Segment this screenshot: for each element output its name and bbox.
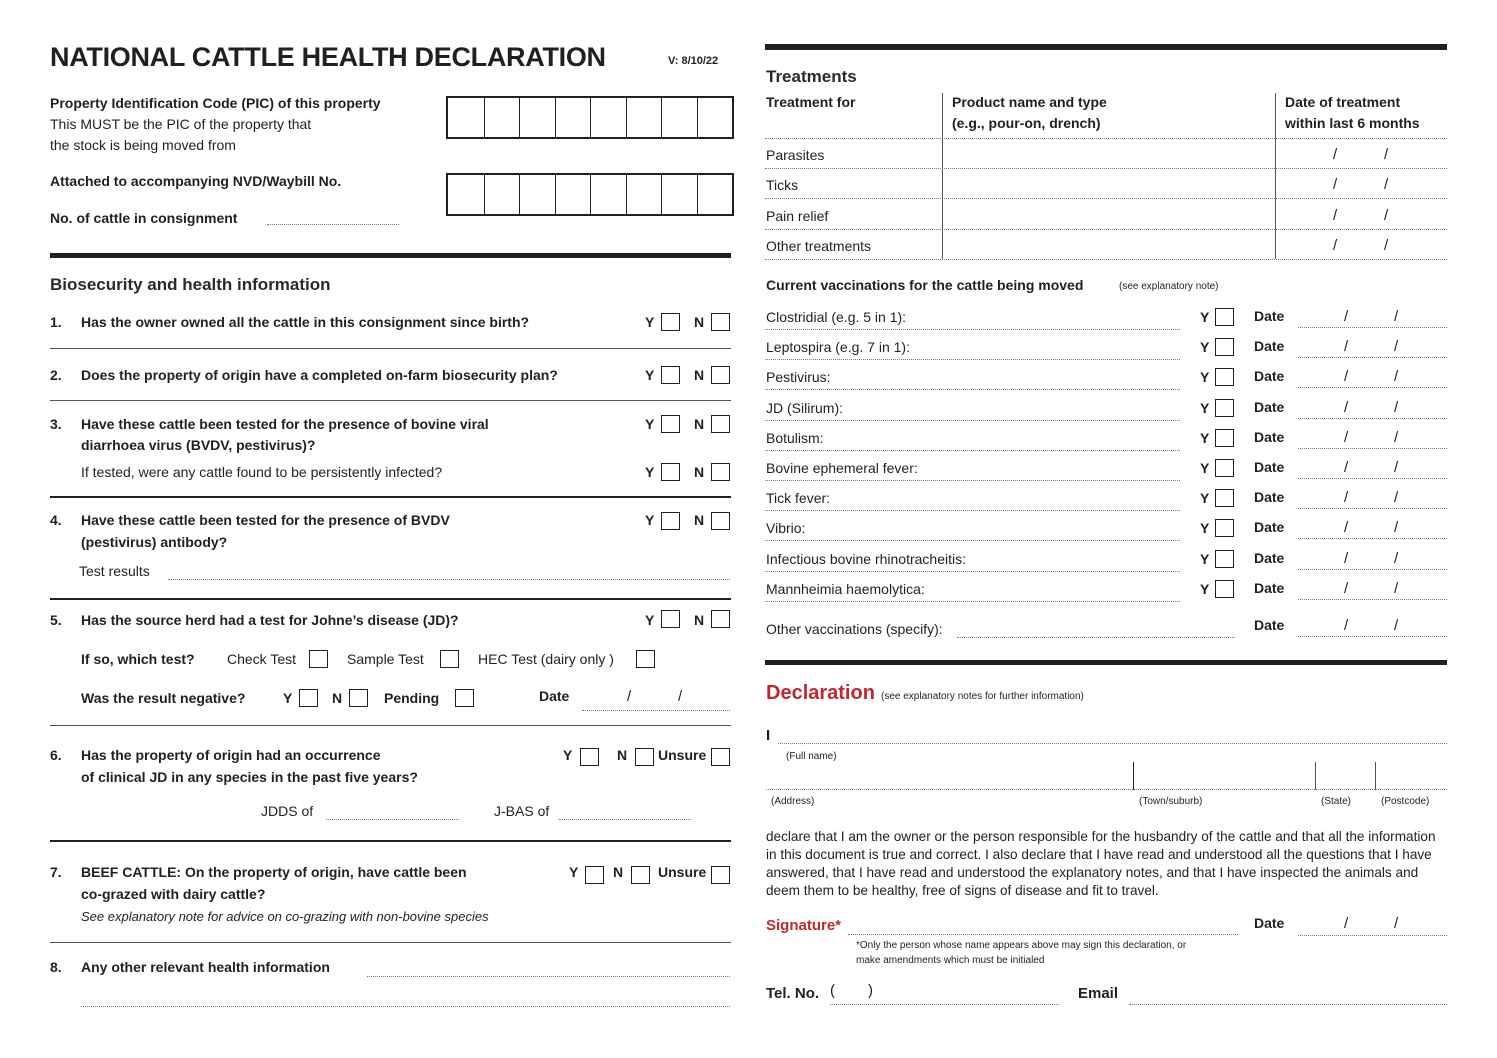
date-separator: / xyxy=(1384,176,1389,193)
treatments-col-product-line1: Product name and type xyxy=(952,94,1107,110)
date-separator: / xyxy=(1394,580,1399,597)
divider xyxy=(50,942,731,943)
vaccination-yes-checkbox[interactable] xyxy=(1215,489,1234,507)
q6-no-label: N xyxy=(617,747,628,763)
q5-hec-test-label: HEC Test (dairy only ) xyxy=(478,651,614,667)
full-name-field[interactable] xyxy=(778,743,1447,744)
date-separator: / xyxy=(1384,146,1389,163)
q2-number: 2. xyxy=(50,367,62,383)
date-separator: / xyxy=(1344,915,1349,932)
q2-no-checkbox[interactable] xyxy=(711,366,730,384)
q5-yes-label: Y xyxy=(645,612,655,628)
q7-unsure-checkbox[interactable] xyxy=(711,866,730,884)
date-separator: / xyxy=(1394,519,1399,536)
date-separator: / xyxy=(1394,459,1399,476)
vaccination-yes-label: Y xyxy=(1200,369,1210,385)
date-separator: / xyxy=(627,688,632,705)
date-separator: / xyxy=(1384,207,1389,224)
q1-yes-checkbox[interactable] xyxy=(661,313,680,331)
vaccination-field[interactable] xyxy=(765,389,1180,390)
date-separator: / xyxy=(1333,237,1338,254)
table-column-divider xyxy=(942,93,943,259)
section-divider xyxy=(765,660,1447,665)
treatment-row-label: Ticks xyxy=(766,177,799,193)
signature-date-field[interactable] xyxy=(1298,935,1447,936)
date-separator: / xyxy=(1333,176,1338,193)
q6-jbas-field[interactable] xyxy=(559,819,691,820)
field-divider xyxy=(1315,762,1316,790)
q6-unsure-checkbox[interactable] xyxy=(711,748,730,766)
q5-date-field[interactable] xyxy=(582,710,730,711)
cattle-count-label: No. of cattle in consignment xyxy=(50,210,238,226)
treatments-col-date-line1: Date of treatment xyxy=(1285,94,1401,110)
other-vaccinations-date-field[interactable] xyxy=(1298,636,1447,637)
cattle-count-field[interactable] xyxy=(267,224,399,225)
declaration-heading-note: (see explanatory notes for further information) xyxy=(881,691,1084,702)
date-separator: / xyxy=(1344,617,1349,634)
treatment-row-label: Parasites xyxy=(766,147,825,163)
date-separator: / xyxy=(1344,399,1349,416)
q5-text: Has the source herd had a test for Johne’s disease (JD)? xyxy=(81,612,459,628)
declaration-i: I xyxy=(766,727,771,744)
q7-unsure-label: Unsure xyxy=(658,864,707,880)
signature-label: Signature* xyxy=(766,917,842,934)
vaccination-yes-checkbox[interactable] xyxy=(1215,338,1234,356)
date-separator: / xyxy=(1394,338,1399,355)
q6-number: 6. xyxy=(50,747,62,763)
vaccination-field[interactable] xyxy=(765,601,1180,602)
treatments-col-date-line2: within last 6 months xyxy=(1285,115,1420,131)
vaccination-field[interactable] xyxy=(765,510,1180,511)
vaccination-date-field[interactable] xyxy=(1298,448,1447,449)
q3-number: 3. xyxy=(50,416,62,432)
treatments-col-treatment-for: Treatment for xyxy=(766,94,856,110)
q6-yes-checkbox[interactable] xyxy=(580,748,599,766)
version-label: V: 8/10/22 xyxy=(668,55,719,67)
q3-no-checkbox[interactable] xyxy=(711,415,730,433)
tel-field[interactable] xyxy=(830,1004,1059,1005)
q7-number: 7. xyxy=(50,864,62,880)
q4-text-line2: (pestivirus) antibody? xyxy=(81,534,228,550)
declaration-text: declare that I am the owner or the person responsible for the husbandry of the cattle and that all the information in this document is true and correct. I also declare that I have read and understood all the questions that I have answered, that I have read and understood the explanatory notes, and that I have inspected the animals and deem them to be healthy, free of signs of disease and fit to travel. xyxy=(766,829,1436,898)
q6-jbas-label: J-BAS of xyxy=(494,803,550,819)
vaccination-yes-label: Y xyxy=(1200,339,1210,355)
q6-jdds-label: JDDS of xyxy=(261,803,314,819)
pic-input-boxes[interactable] xyxy=(446,96,734,139)
divider xyxy=(50,348,731,349)
vaccination-label: Mannheimia haemolytica: xyxy=(766,581,925,597)
declaration-heading: Declaration xyxy=(766,682,875,704)
q7-text-line1: BEEF CATTLE: On the property of origin, have cattle been xyxy=(81,864,467,880)
section-divider xyxy=(50,253,731,258)
q4-results-label: Test results xyxy=(79,563,150,579)
vaccination-label: Tick fever: xyxy=(766,490,831,506)
q5-sample-test-label: Sample Test xyxy=(347,651,424,667)
q5-no-checkbox[interactable] xyxy=(711,610,730,628)
other-vaccinations-date-label: Date xyxy=(1254,617,1285,633)
state-label: (State) xyxy=(1321,796,1352,807)
q7-no-label: N xyxy=(613,864,624,880)
vaccination-field[interactable] xyxy=(765,480,1180,481)
divider xyxy=(50,496,731,498)
q5-neg-no-checkbox[interactable] xyxy=(349,689,368,707)
q3-sub-no-checkbox[interactable] xyxy=(711,463,730,481)
q2-yes-label: Y xyxy=(645,367,655,383)
date-separator: / xyxy=(1344,429,1349,446)
vaccination-date-label: Date xyxy=(1254,519,1285,535)
signature-field[interactable] xyxy=(848,934,1238,935)
treatment-row-label: Other treatments xyxy=(766,238,872,254)
vaccinations-heading-note: (see explanatory note) xyxy=(1119,281,1219,292)
q3-yes-checkbox[interactable] xyxy=(661,415,680,433)
q5-neg-yes-checkbox[interactable] xyxy=(299,689,318,707)
vaccination-date-field[interactable] xyxy=(1298,478,1447,479)
table-column-divider xyxy=(1275,93,1276,259)
postcode-label: (Postcode) xyxy=(1381,796,1430,807)
date-separator: / xyxy=(1344,338,1349,355)
vaccination-yes-label: Y xyxy=(1200,430,1210,446)
date-separator: / xyxy=(1394,308,1399,325)
q7-note: See explanatory note for advice on co-grazing with non-bovine species xyxy=(81,909,489,924)
q5-pending-label: Pending xyxy=(384,690,440,706)
date-separator: / xyxy=(1394,429,1399,446)
vaccination-date-label: Date xyxy=(1254,399,1285,415)
q2-yes-checkbox[interactable] xyxy=(661,366,680,384)
q6-yes-label: Y xyxy=(563,747,573,763)
vaccination-field[interactable] xyxy=(765,571,1180,572)
treatment-row-label: Pain relief xyxy=(766,208,829,224)
vaccination-label: Leptospira (e.g. 7 in 1): xyxy=(766,339,910,355)
signature-note-line2: make amendments which must be initialed xyxy=(856,955,1045,966)
table-row-divider xyxy=(765,229,1447,230)
signature-note-line1: *Only the person whose name appears above may sign this declaration, or xyxy=(856,940,1187,951)
vaccination-date-field[interactable] xyxy=(1298,357,1447,358)
tel-paren-open: ( xyxy=(830,982,835,999)
q2-text: Does the property of origin have a completed on-farm biosecurity plan? xyxy=(81,367,558,383)
q6-no-checkbox[interactable] xyxy=(635,748,654,766)
address-field[interactable] xyxy=(766,789,1447,790)
table-row-divider xyxy=(765,168,1447,169)
q4-yes-label: Y xyxy=(645,512,655,528)
town-label: (Town/suburb) xyxy=(1139,796,1203,807)
pic-label-line2: This MUST be the PIC of the property that xyxy=(50,116,312,132)
divider xyxy=(50,400,731,401)
vaccination-date-field[interactable] xyxy=(1298,327,1447,328)
q7-yes-checkbox[interactable] xyxy=(585,866,604,884)
date-separator: / xyxy=(1394,489,1399,506)
q4-number: 4. xyxy=(50,512,62,528)
q1-yes-label: Y xyxy=(645,314,655,330)
vaccination-yes-checkbox[interactable] xyxy=(1215,519,1234,537)
vaccination-date-label: Date xyxy=(1254,550,1285,566)
q5-negative-label: Was the result negative? xyxy=(81,690,246,706)
q5-check-test-label: Check Test xyxy=(227,651,296,667)
vaccination-date-field[interactable] xyxy=(1298,418,1447,419)
other-vaccinations-label: Other vaccinations (specify): xyxy=(766,621,943,637)
vaccination-yes-checkbox[interactable] xyxy=(1215,429,1234,447)
vaccination-yes-label: Y xyxy=(1200,490,1210,506)
q4-results-field[interactable] xyxy=(168,579,730,580)
date-separator: / xyxy=(1344,580,1349,597)
q5-no-label: N xyxy=(694,612,705,628)
q3-text-line2: diarrhoea virus (BVDV, pestivirus)? xyxy=(81,437,316,453)
vaccination-date-field[interactable] xyxy=(1298,508,1447,509)
table-row-divider xyxy=(765,198,1447,199)
vaccination-date-label: Date xyxy=(1254,429,1285,445)
divider xyxy=(50,598,731,600)
q6-jdds-field[interactable] xyxy=(326,819,459,820)
other-vaccinations-field[interactable] xyxy=(957,637,1235,638)
vaccination-label: Clostridial (e.g. 5 in 1): xyxy=(766,309,907,325)
q5-neg-no-label: N xyxy=(332,690,343,706)
q5-date-label: Date xyxy=(539,688,570,704)
signature-date-label: Date xyxy=(1254,915,1285,931)
address-label: (Address) xyxy=(771,796,815,807)
vaccination-label: Vibrio: xyxy=(766,520,806,536)
vaccination-yes-label: Y xyxy=(1200,460,1210,476)
vaccination-yes-label: Y xyxy=(1200,520,1210,536)
vaccination-yes-checkbox[interactable] xyxy=(1215,308,1234,326)
q3-sub-no-label: N xyxy=(694,464,705,480)
date-separator: / xyxy=(1384,237,1389,254)
q7-yes-label: Y xyxy=(569,864,579,880)
date-separator: / xyxy=(1333,146,1338,163)
vaccination-date-label: Date xyxy=(1254,489,1285,505)
q3-sub-yes-checkbox[interactable] xyxy=(661,463,680,481)
vaccination-date-field[interactable] xyxy=(1298,599,1447,600)
vaccination-date-field[interactable] xyxy=(1298,387,1447,388)
treatments-col-product-line2: (e.g., pour-on, drench) xyxy=(952,115,1101,131)
vaccination-label: Pestivirus: xyxy=(766,369,831,385)
nvd-label: Attached to accompanying NVD/Waybill No. xyxy=(50,173,342,189)
date-separator: / xyxy=(678,688,683,705)
vaccination-date-label: Date xyxy=(1254,308,1285,324)
q5-check-test-checkbox[interactable] xyxy=(309,650,328,668)
date-separator: / xyxy=(1394,617,1399,634)
q7-text-line2: co-grazed with dairy cattle? xyxy=(81,886,266,902)
q1-number: 1. xyxy=(50,314,62,330)
vaccination-label: JD (Silirum): xyxy=(766,400,843,416)
date-separator: / xyxy=(1394,915,1399,932)
email-label: Email xyxy=(1078,985,1119,1002)
vaccination-yes-checkbox[interactable] xyxy=(1215,368,1234,386)
date-separator: / xyxy=(1344,550,1349,567)
date-separator: / xyxy=(1344,459,1349,476)
page-title: NATIONAL CATTLE HEALTH DECLARATION xyxy=(50,42,606,72)
q5-which-label: If so, which test? xyxy=(81,651,195,667)
q3-sub-yes-label: Y xyxy=(645,464,655,480)
vaccination-field[interactable] xyxy=(765,329,1180,330)
vaccination-date-label: Date xyxy=(1254,368,1285,384)
q8-number: 8. xyxy=(50,959,62,975)
q5-sample-test-checkbox[interactable] xyxy=(440,650,459,668)
q6-unsure-label: Unsure xyxy=(658,747,707,763)
vaccination-yes-checkbox[interactable] xyxy=(1215,459,1234,477)
q1-no-label: N xyxy=(694,314,705,330)
date-separator: / xyxy=(1333,207,1338,224)
field-divider xyxy=(1375,762,1376,790)
vaccination-yes-label: Y xyxy=(1200,551,1210,567)
q5-hec-test-checkbox[interactable] xyxy=(636,650,655,668)
vaccination-yes-label: Y xyxy=(1200,309,1210,325)
vaccination-yes-label: Y xyxy=(1200,581,1210,597)
q6-text-line1: Has the property of origin had an occurrence xyxy=(81,747,381,763)
biosecurity-heading: Biosecurity and health information xyxy=(50,275,331,294)
vaccination-date-label: Date xyxy=(1254,580,1285,596)
tel-label: Tel. No. xyxy=(766,985,820,1002)
email-field[interactable] xyxy=(1129,1004,1447,1005)
vaccination-yes-checkbox[interactable] xyxy=(1215,399,1234,417)
tel-paren-close: ) xyxy=(868,982,873,999)
section-divider xyxy=(765,44,1447,50)
pic-label: Property Identification Code (PIC) of this property xyxy=(50,95,381,111)
vaccination-field[interactable] xyxy=(765,420,1180,421)
table-row-divider xyxy=(765,259,1447,260)
q7-no-checkbox[interactable] xyxy=(631,866,650,884)
vaccinations-heading: Current vaccinations for the cattle being moved xyxy=(766,277,1084,293)
vaccination-date-field[interactable] xyxy=(1298,538,1447,539)
vaccination-label: Botulism: xyxy=(766,430,824,446)
divider xyxy=(50,725,731,726)
q5-neg-yes-label: Y xyxy=(283,690,293,706)
table-row-divider xyxy=(765,138,1447,139)
vaccination-label: Bovine ephemeral fever: xyxy=(766,460,918,476)
q4-no-label: N xyxy=(694,512,705,528)
q2-no-label: N xyxy=(694,367,705,383)
q3-sub-text: If tested, were any cattle found to be persistently infected? xyxy=(81,464,443,480)
date-separator: / xyxy=(1344,368,1349,385)
pic-label-line3: the stock is being moved from xyxy=(50,137,236,153)
q3-text-line1: Have these cattle been tested for the presence of bovine viral xyxy=(81,416,489,432)
vaccination-yes-label: Y xyxy=(1200,400,1210,416)
date-separator: / xyxy=(1394,399,1399,416)
q4-text-line1: Have these cattle been tested for the presence of BVDV xyxy=(81,512,450,528)
vaccination-field[interactable] xyxy=(765,359,1180,360)
q6-text-line2: of clinical JD in any species in the past five years? xyxy=(81,769,418,785)
q5-yes-checkbox[interactable] xyxy=(661,610,680,628)
vaccination-date-field[interactable] xyxy=(1298,569,1447,570)
nvd-input-boxes[interactable] xyxy=(446,173,734,216)
vaccination-field[interactable] xyxy=(765,540,1180,541)
full-name-label: (Full name) xyxy=(786,751,837,762)
date-separator: / xyxy=(1394,368,1399,385)
q3-no-label: N xyxy=(694,416,705,432)
q4-yes-checkbox[interactable] xyxy=(661,512,680,530)
date-separator: / xyxy=(1344,489,1349,506)
q8-text: Any other relevant health information xyxy=(81,959,330,975)
q1-no-checkbox[interactable] xyxy=(711,313,730,331)
vaccination-label: Infectious bovine rhinotracheitis: xyxy=(766,551,966,567)
date-separator: / xyxy=(1344,519,1349,536)
q8-field-line2[interactable] xyxy=(81,1006,730,1007)
treatments-heading: Treatments xyxy=(766,67,857,86)
q8-field[interactable] xyxy=(367,976,730,977)
q5-pending-checkbox[interactable] xyxy=(455,689,474,707)
vaccination-date-label: Date xyxy=(1254,459,1285,475)
q5-number: 5. xyxy=(50,612,62,628)
vaccination-field[interactable] xyxy=(765,450,1180,451)
field-divider xyxy=(1133,762,1134,790)
date-separator: / xyxy=(1344,308,1349,325)
vaccination-yes-checkbox[interactable] xyxy=(1215,580,1234,598)
q3-yes-label: Y xyxy=(645,416,655,432)
q1-text: Has the owner owned all the cattle in this consignment since birth? xyxy=(81,314,530,330)
q4-no-checkbox[interactable] xyxy=(711,512,730,530)
vaccination-yes-checkbox[interactable] xyxy=(1215,550,1234,568)
divider xyxy=(50,840,731,842)
date-separator: / xyxy=(1394,550,1399,567)
vaccination-date-label: Date xyxy=(1254,338,1285,354)
